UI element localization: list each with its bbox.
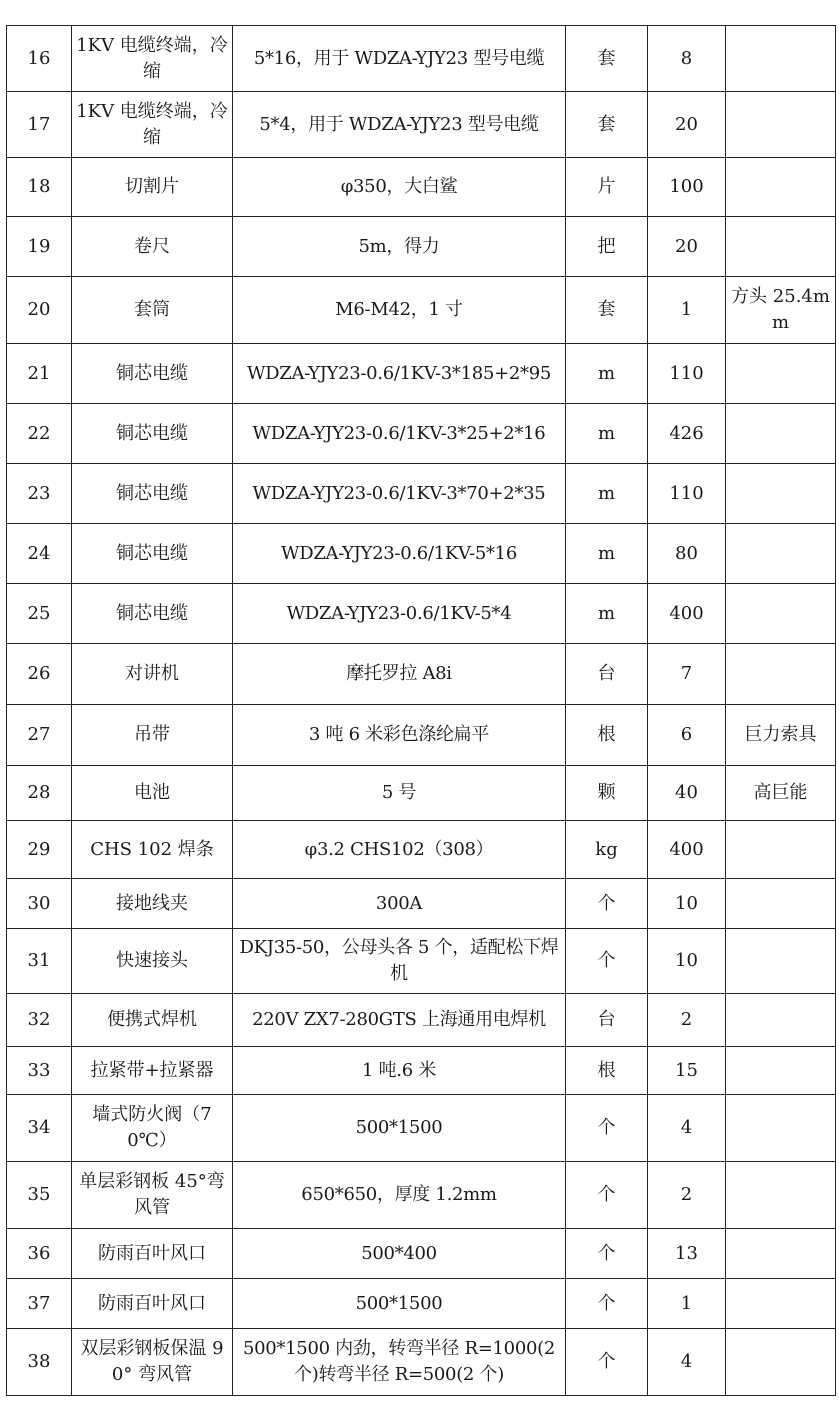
- item-spec-cell: φ350，大白鲨: [233, 158, 566, 217]
- item-quantity-cell: 13: [648, 1229, 726, 1279]
- item-name-cell: 防雨百叶风口: [72, 1279, 233, 1329]
- table-row: [7, 344, 836, 404]
- item-quantity-cell: 20: [648, 217, 726, 277]
- item-name-cell: 对讲机: [72, 644, 233, 705]
- item-quantity-cell: 4: [648, 1095, 726, 1162]
- item-remark-cell: [726, 404, 836, 464]
- item-remark-cell: [726, 1162, 836, 1229]
- materials-table-body: [7, 26, 836, 1396]
- row-number-cell: 22: [7, 404, 72, 464]
- item-name-cell: 铜芯电缆: [72, 344, 233, 404]
- item-name-cell: 1KV 电缆终端，冷缩: [72, 26, 233, 92]
- table-row: [7, 277, 836, 344]
- item-unit-cell: m: [566, 344, 648, 404]
- row-number-cell: 20: [7, 277, 72, 344]
- item-quantity-cell: 426: [648, 404, 726, 464]
- item-name-cell: 铜芯电缆: [72, 524, 233, 584]
- row-number-cell: 32: [7, 994, 72, 1047]
- item-quantity-cell: 10: [648, 929, 726, 994]
- table-row: [7, 26, 836, 92]
- item-remark-cell: [726, 92, 836, 158]
- row-number-cell: 23: [7, 464, 72, 524]
- item-name-cell: CHS 102 焊条: [72, 821, 233, 879]
- item-remark-cell: [726, 1229, 836, 1279]
- item-remark-cell: [726, 464, 836, 524]
- item-unit-cell: 个: [566, 1279, 648, 1329]
- item-unit-cell: m: [566, 524, 648, 584]
- item-unit-cell: 个: [566, 879, 648, 929]
- row-number-cell: 29: [7, 821, 72, 879]
- item-unit-cell: 套: [566, 277, 648, 344]
- item-spec-cell: WDZA-YJY23-0.6/1KV-5*4: [233, 584, 566, 644]
- item-quantity-cell: 110: [648, 344, 726, 404]
- item-unit-cell: 片: [566, 158, 648, 217]
- item-name-cell: 双层彩钢板保温 90° 弯风管: [72, 1329, 233, 1396]
- item-unit-cell: 台: [566, 644, 648, 705]
- item-spec-cell: 500*1500: [233, 1279, 566, 1329]
- row-number-cell: 27: [7, 705, 72, 766]
- item-spec-cell: 1 吨.6 米: [233, 1047, 566, 1095]
- item-spec-cell: 300A: [233, 879, 566, 929]
- item-name-cell: 拉紧带+拉紧器: [72, 1047, 233, 1095]
- item-remark-cell: [726, 879, 836, 929]
- table-row: [7, 584, 836, 644]
- item-name-cell: 1KV 电缆终端，冷缩: [72, 92, 233, 158]
- item-spec-cell: 5*4，用于 WDZA-YJY23 型号电缆: [233, 92, 566, 158]
- item-unit-cell: 个: [566, 929, 648, 994]
- table-row: [7, 1047, 836, 1095]
- item-unit-cell: kg: [566, 821, 648, 879]
- item-quantity-cell: 15: [648, 1047, 726, 1095]
- item-unit-cell: 台: [566, 994, 648, 1047]
- item-quantity-cell: 10: [648, 879, 726, 929]
- item-remark-cell: [726, 821, 836, 879]
- item-quantity-cell: 110: [648, 464, 726, 524]
- item-quantity-cell: 400: [648, 821, 726, 879]
- item-quantity-cell: 20: [648, 92, 726, 158]
- item-name-cell: 电池: [72, 766, 233, 821]
- item-quantity-cell: 100: [648, 158, 726, 217]
- item-name-cell: 卷尺: [72, 217, 233, 277]
- item-name-cell: 铜芯电缆: [72, 404, 233, 464]
- table-row: [7, 524, 836, 584]
- item-quantity-cell: 1: [648, 1279, 726, 1329]
- item-remark-cell: [726, 1047, 836, 1095]
- item-name-cell: 接地线夹: [72, 879, 233, 929]
- item-name-cell: 单层彩钢板 45°弯风管: [72, 1162, 233, 1229]
- item-spec-cell: WDZA-YJY23-0.6/1KV-3*25+2*16: [233, 404, 566, 464]
- item-name-cell: 防雨百叶风口: [72, 1229, 233, 1279]
- item-name-cell: 铜芯电缆: [72, 464, 233, 524]
- item-remark-cell: 高巨能: [726, 766, 836, 821]
- item-unit-cell: m: [566, 584, 648, 644]
- item-name-cell: 便携式焊机: [72, 994, 233, 1047]
- item-remark-cell: 巨力索具: [726, 705, 836, 766]
- table-row: [7, 766, 836, 821]
- item-unit-cell: 套: [566, 92, 648, 158]
- table-row: [7, 1329, 836, 1396]
- row-number-cell: 31: [7, 929, 72, 994]
- item-unit-cell: 个: [566, 1229, 648, 1279]
- row-number-cell: 35: [7, 1162, 72, 1229]
- row-number-cell: 16: [7, 26, 72, 92]
- item-spec-cell: 5 号: [233, 766, 566, 821]
- item-unit-cell: 个: [566, 1162, 648, 1229]
- item-spec-cell: WDZA-YJY23-0.6/1KV-3*185+2*95: [233, 344, 566, 404]
- item-spec-cell: M6-M42，1 寸: [233, 277, 566, 344]
- item-unit-cell: m: [566, 464, 648, 524]
- item-spec-cell: 摩托罗拉 A8i: [233, 644, 566, 705]
- item-remark-cell: [726, 1279, 836, 1329]
- item-quantity-cell: 8: [648, 26, 726, 92]
- item-remark-cell: [726, 217, 836, 277]
- table-row: [7, 404, 836, 464]
- item-remark-cell: [726, 929, 836, 994]
- item-spec-cell: 500*1500 内劲，转弯半径 R=1000(2 个)转弯半径 R=500(2 个): [233, 1329, 566, 1396]
- item-quantity-cell: 1: [648, 277, 726, 344]
- item-quantity-cell: 7: [648, 644, 726, 705]
- item-spec-cell: 5*16，用于 WDZA-YJY23 型号电缆: [233, 26, 566, 92]
- item-name-cell: 吊带: [72, 705, 233, 766]
- row-number-cell: 24: [7, 524, 72, 584]
- row-number-cell: 21: [7, 344, 72, 404]
- item-spec-cell: WDZA-YJY23-0.6/1KV-5*16: [233, 524, 566, 584]
- item-quantity-cell: 2: [648, 1162, 726, 1229]
- item-quantity-cell: 2: [648, 994, 726, 1047]
- item-spec-cell: 500*400: [233, 1229, 566, 1279]
- item-unit-cell: 颗: [566, 766, 648, 821]
- item-quantity-cell: 6: [648, 705, 726, 766]
- item-remark-cell: [726, 584, 836, 644]
- row-number-cell: 28: [7, 766, 72, 821]
- table-row: [7, 92, 836, 158]
- table-row: [7, 1162, 836, 1229]
- table-row: [7, 879, 836, 929]
- item-name-cell: 切割片: [72, 158, 233, 217]
- item-unit-cell: m: [566, 404, 648, 464]
- item-remark-cell: [726, 344, 836, 404]
- item-spec-cell: WDZA-YJY23-0.6/1KV-3*70+2*35: [233, 464, 566, 524]
- item-remark-cell: [726, 1095, 836, 1162]
- item-unit-cell: 根: [566, 705, 648, 766]
- item-spec-cell: 5m，得力: [233, 217, 566, 277]
- item-name-cell: 墙式防火阀（70℃）: [72, 1095, 233, 1162]
- row-number-cell: 19: [7, 217, 72, 277]
- item-quantity-cell: 400: [648, 584, 726, 644]
- item-name-cell: 快速接头: [72, 929, 233, 994]
- item-name-cell: 铜芯电缆: [72, 584, 233, 644]
- table-row: [7, 1279, 836, 1329]
- row-number-cell: 36: [7, 1229, 72, 1279]
- row-number-cell: 18: [7, 158, 72, 217]
- item-spec-cell: 500*1500: [233, 1095, 566, 1162]
- table-row: [7, 1229, 836, 1279]
- table-row: [7, 158, 836, 217]
- table-row: [7, 464, 836, 524]
- materials-table: [6, 25, 836, 1396]
- item-quantity-cell: 40: [648, 766, 726, 821]
- item-quantity-cell: 80: [648, 524, 726, 584]
- item-spec-cell: 220V ZX7-280GTS 上海通用电焊机: [233, 994, 566, 1047]
- item-unit-cell: 把: [566, 217, 648, 277]
- row-number-cell: 37: [7, 1279, 72, 1329]
- row-number-cell: 25: [7, 584, 72, 644]
- item-remark-cell: 方头 25.4mm: [726, 277, 836, 344]
- table-row: [7, 929, 836, 994]
- item-spec-cell: 650*650，厚度 1.2mm: [233, 1162, 566, 1229]
- row-number-cell: 33: [7, 1047, 72, 1095]
- row-number-cell: 38: [7, 1329, 72, 1396]
- item-name-cell: 套筒: [72, 277, 233, 344]
- table-row: [7, 1095, 836, 1162]
- item-remark-cell: [726, 644, 836, 705]
- item-unit-cell: 个: [566, 1329, 648, 1396]
- table-row: [7, 705, 836, 766]
- item-spec-cell: 3 吨 6 米彩色涤纶扁平: [233, 705, 566, 766]
- item-unit-cell: 根: [566, 1047, 648, 1095]
- row-number-cell: 26: [7, 644, 72, 705]
- item-remark-cell: [726, 994, 836, 1047]
- row-number-cell: 34: [7, 1095, 72, 1162]
- item-unit-cell: 个: [566, 1095, 648, 1162]
- row-number-cell: 30: [7, 879, 72, 929]
- item-remark-cell: [726, 26, 836, 92]
- item-quantity-cell: 4: [648, 1329, 726, 1396]
- item-remark-cell: [726, 1329, 836, 1396]
- table-row: [7, 821, 836, 879]
- row-number-cell: 17: [7, 92, 72, 158]
- table-row: [7, 217, 836, 277]
- item-remark-cell: [726, 524, 836, 584]
- table-row: [7, 994, 836, 1047]
- item-remark-cell: [726, 158, 836, 217]
- table-row: [7, 644, 836, 705]
- item-spec-cell: DKJ35-50，公母头各 5 个，适配松下焊机: [233, 929, 566, 994]
- item-unit-cell: 套: [566, 26, 648, 92]
- item-spec-cell: φ3.2 CHS102（308）: [233, 821, 566, 879]
